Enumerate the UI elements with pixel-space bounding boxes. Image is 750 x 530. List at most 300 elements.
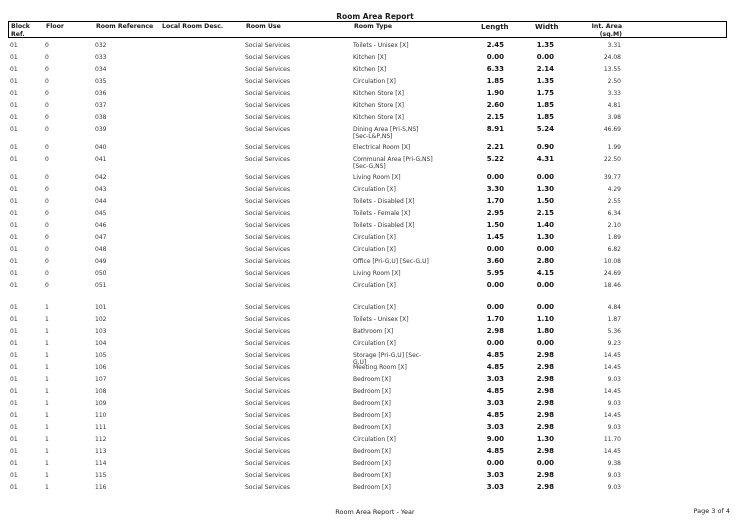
cell-room-use: Social Services: [245, 210, 290, 217]
cell-floor: 0: [45, 66, 49, 73]
cell-room-use: Social Services: [245, 412, 290, 419]
cell-length: 4.85: [486, 351, 504, 359]
cell-area: 4.81: [607, 102, 621, 109]
cell-room-ref: 037: [95, 102, 107, 109]
cell-room-use: Social Services: [245, 258, 290, 265]
cell-room-ref: 040: [95, 144, 107, 151]
cell-room-use: Social Services: [245, 54, 290, 61]
cell-length: 3.03: [486, 399, 504, 407]
cell-room-type: Bedroom [X]: [353, 448, 391, 455]
table-row: [8, 447, 727, 459]
cell-floor: 0: [45, 42, 49, 49]
cell-block: 01: [10, 472, 18, 479]
cell-width: 4.15: [536, 269, 554, 277]
cell-block: 01: [10, 388, 18, 395]
cell-room-use: Social Services: [245, 174, 290, 181]
cell-area: 2.50: [607, 78, 621, 85]
cell-block: 01: [10, 156, 18, 163]
cell-block: 01: [10, 448, 18, 455]
table-row: [8, 363, 727, 375]
table-row: [8, 459, 727, 471]
cell-length: 3.60: [486, 257, 504, 265]
cell-length: 6.33: [486, 65, 504, 73]
cell-block: 01: [10, 114, 18, 121]
cell-length: 3.03: [486, 471, 504, 479]
cell-room-ref: 108: [95, 388, 107, 395]
table-row: [8, 221, 727, 233]
cell-block: 01: [10, 90, 18, 97]
cell-room-use: Social Services: [245, 246, 290, 253]
cell-floor: 1: [45, 412, 49, 419]
cell-block: 01: [10, 66, 18, 73]
cell-area: 13.55: [603, 66, 621, 73]
cell-floor: 1: [45, 304, 49, 311]
cell-floor: 0: [45, 90, 49, 97]
cell-floor: 0: [45, 114, 49, 121]
cell-room-ref: 106: [95, 364, 107, 371]
cell-block: 01: [10, 210, 18, 217]
cell-length: 0.00: [486, 173, 504, 181]
cell-room-type: Living Room [X]: [353, 270, 401, 277]
cell-width: 0.00: [536, 53, 554, 61]
cell-block: 01: [10, 222, 18, 229]
cell-block: 01: [10, 340, 18, 347]
cell-room-type: Circulation [X]: [353, 186, 396, 193]
cell-width: 1.30: [536, 435, 554, 443]
cell-floor: 1: [45, 424, 49, 431]
cell-room-type: Kitchen Store [X]: [353, 114, 405, 121]
cell-room-type: Bedroom [X]: [353, 400, 391, 407]
cell-area: 9.23: [607, 340, 621, 347]
column-header-local-room-desc: Local Room Desc.: [162, 23, 224, 30]
cell-area: 10.08: [603, 258, 621, 265]
cell-room-ref: 043: [95, 186, 107, 193]
cell-length: 1.70: [486, 197, 504, 205]
cell-room-ref: 036: [95, 90, 107, 97]
table-row: [8, 375, 727, 387]
cell-block: 01: [10, 234, 18, 241]
cell-floor: 1: [45, 376, 49, 383]
cell-width: 1.30: [536, 233, 554, 241]
cell-room-ref: 046: [95, 222, 107, 229]
cell-room-type: Circulation [X]: [353, 246, 396, 253]
table-row: [8, 143, 727, 155]
cell-width: 1.80: [536, 327, 554, 335]
cell-room-use: Social Services: [245, 270, 290, 277]
cell-room-use: Social Services: [245, 156, 290, 163]
cell-floor: 0: [45, 126, 49, 133]
cell-room-type: Storage [Pri-G,U] [Sec-G,U]: [353, 352, 422, 366]
cell-room-use: Social Services: [245, 424, 290, 431]
table-row: [8, 125, 727, 143]
cell-room-ref: 115: [95, 472, 107, 479]
cell-floor: 0: [45, 222, 49, 229]
cell-room-ref: 049: [95, 258, 107, 265]
cell-room-use: Social Services: [245, 304, 290, 311]
cell-area: 24.08: [603, 54, 621, 61]
table-row: [8, 173, 727, 185]
table-row: [8, 41, 727, 53]
cell-block: 01: [10, 144, 18, 151]
cell-block: 01: [10, 316, 18, 323]
cell-width: 1.85: [536, 101, 554, 109]
table-row: [8, 281, 727, 293]
cell-block: 01: [10, 460, 18, 467]
table-row: [8, 101, 727, 113]
cell-length: 0.00: [486, 245, 504, 253]
cell-room-ref: 103: [95, 328, 107, 335]
cell-floor: 0: [45, 258, 49, 265]
cell-room-ref: 044: [95, 198, 107, 205]
cell-width: 0.00: [536, 281, 554, 289]
cell-room-type: Electrical Room [X]: [353, 144, 411, 151]
cell-area: 6.34: [607, 210, 621, 217]
cell-area: 22.50: [603, 156, 621, 163]
table-row: [8, 387, 727, 399]
cell-room-ref: 116: [95, 484, 107, 491]
cell-width: 5.24: [536, 125, 554, 133]
column-header-room-reference: Room Reference: [96, 23, 154, 30]
cell-length: 5.22: [486, 155, 504, 163]
cell-floor: 1: [45, 448, 49, 455]
cell-length: 1.90: [486, 89, 504, 97]
cell-room-use: Social Services: [245, 78, 290, 85]
cell-room-ref: 032: [95, 42, 107, 49]
cell-width: 1.30: [536, 185, 554, 193]
cell-room-type: Circulation [X]: [353, 78, 396, 85]
cell-area: 4.84: [607, 304, 621, 311]
table-row: [8, 339, 727, 351]
cell-length: 4.85: [486, 411, 504, 419]
page-number: Page 3 of 4: [693, 507, 730, 515]
cell-area: 1.89: [607, 234, 621, 241]
cell-room-use: Social Services: [245, 66, 290, 73]
cell-room-type: Toilets - Unisex [X]: [353, 42, 409, 49]
cell-room-ref: 047: [95, 234, 107, 241]
cell-block: 01: [10, 198, 18, 205]
cell-area: 11.70: [603, 436, 621, 443]
cell-floor: 1: [45, 388, 49, 395]
cell-block: 01: [10, 364, 18, 371]
table-row: [8, 399, 727, 411]
cell-width: 2.80: [536, 257, 554, 265]
column-header-room-type: Room Type: [354, 23, 393, 30]
cell-area: 9.03: [607, 400, 621, 407]
cell-floor: 1: [45, 400, 49, 407]
table-row: [8, 113, 727, 125]
table-row: [8, 209, 727, 221]
cell-width: 1.75: [536, 89, 554, 97]
cell-floor: 0: [45, 246, 49, 253]
cell-room-type: Kitchen Store [X]: [353, 90, 405, 97]
cell-room-ref: 104: [95, 340, 107, 347]
cell-floor: 0: [45, 102, 49, 109]
cell-width: 1.50: [536, 197, 554, 205]
cell-width: 0.00: [536, 245, 554, 253]
cell-room-ref: 045: [95, 210, 107, 217]
cell-width: 1.35: [536, 41, 554, 49]
cell-area: 2.55: [607, 198, 621, 205]
cell-area: 18.46: [603, 282, 621, 289]
cell-length: 3.03: [486, 483, 504, 491]
cell-room-use: Social Services: [245, 282, 290, 289]
cell-area: 3.98: [607, 114, 621, 121]
cell-area: 4.29: [607, 186, 621, 193]
cell-room-ref: 038: [95, 114, 107, 121]
cell-block: 01: [10, 42, 18, 49]
table-row: [8, 53, 727, 65]
cell-block: 01: [10, 484, 18, 491]
cell-area: 39.77: [603, 174, 621, 181]
cell-room-use: Social Services: [245, 448, 290, 455]
cell-block: 01: [10, 126, 18, 133]
cell-room-use: Social Services: [245, 436, 290, 443]
cell-room-use: Social Services: [245, 186, 290, 193]
cell-room-ref: 048: [95, 246, 107, 253]
cell-room-type: Communal Area [Pri-G,NS] [Sec-G,NS]: [353, 156, 433, 170]
cell-length: 0.00: [486, 53, 504, 61]
cell-room-ref: 051: [95, 282, 107, 289]
cell-width: 2.14: [536, 65, 554, 73]
cell-floor: 1: [45, 316, 49, 323]
cell-floor: 0: [45, 174, 49, 181]
cell-room-type: Kitchen [X]: [353, 54, 387, 61]
cell-length: 0.00: [486, 303, 504, 311]
column-header-width: Width: [535, 23, 559, 31]
cell-room-ref: 039: [95, 126, 107, 133]
cell-width: 1.35: [536, 77, 554, 85]
cell-floor: 1: [45, 436, 49, 443]
table-row: [8, 65, 727, 77]
cell-room-type: Circulation [X]: [353, 304, 396, 311]
cell-room-use: Social Services: [245, 126, 290, 133]
cell-width: 4.31: [536, 155, 554, 163]
cell-room-type: Kitchen Store [X]: [353, 102, 405, 109]
table-row: [8, 435, 727, 447]
cell-length: 9.00: [486, 435, 504, 443]
cell-length: 4.85: [486, 387, 504, 395]
column-header-int-area: Int. Area (sq.M): [591, 23, 622, 38]
cell-width: 2.98: [536, 375, 554, 383]
cell-floor: 0: [45, 156, 49, 163]
cell-area: 14.45: [603, 448, 621, 455]
cell-width: 2.98: [536, 399, 554, 407]
cell-room-ref: 050: [95, 270, 107, 277]
cell-room-ref: 113: [95, 448, 107, 455]
table-row: [8, 197, 727, 209]
cell-floor: 0: [45, 198, 49, 205]
cell-length: 1.70: [486, 315, 504, 323]
cell-length: 2.95: [486, 209, 504, 217]
cell-width: 2.98: [536, 411, 554, 419]
cell-block: 01: [10, 328, 18, 335]
cell-length: 5.95: [486, 269, 504, 277]
cell-block: 01: [10, 282, 18, 289]
cell-room-ref: 110: [95, 412, 107, 419]
cell-block: 01: [10, 352, 18, 359]
cell-floor: 0: [45, 78, 49, 85]
cell-room-use: Social Services: [245, 388, 290, 395]
cell-room-use: Social Services: [245, 144, 290, 151]
cell-room-type: Circulation [X]: [353, 282, 396, 289]
cell-block: 01: [10, 424, 18, 431]
cell-width: 0.00: [536, 339, 554, 347]
cell-room-use: Social Services: [245, 90, 290, 97]
cell-area: 1.99: [607, 144, 621, 151]
cell-room-use: Social Services: [245, 328, 290, 335]
cell-room-ref: 102: [95, 316, 107, 323]
table-row: [8, 471, 727, 483]
cell-room-type: Kitchen [X]: [353, 66, 387, 73]
cell-width: 2.98: [536, 363, 554, 371]
cell-room-ref: 033: [95, 54, 107, 61]
table-row: [8, 411, 727, 423]
cell-room-use: Social Services: [245, 340, 290, 347]
cell-room-ref: 114: [95, 460, 107, 467]
column-header-length: Length: [481, 23, 509, 31]
cell-room-type: Bedroom [X]: [353, 412, 391, 419]
cell-length: 0.00: [486, 281, 504, 289]
cell-area: 14.45: [603, 364, 621, 371]
cell-area: 5.36: [607, 328, 621, 335]
table-row: [8, 483, 727, 495]
cell-room-use: Social Services: [245, 42, 290, 49]
cell-length: 4.85: [486, 363, 504, 371]
cell-width: 0.90: [536, 143, 554, 151]
cell-floor: 1: [45, 364, 49, 371]
cell-room-type: Bedroom [X]: [353, 376, 391, 383]
cell-room-use: Social Services: [245, 364, 290, 371]
cell-length: 1.85: [486, 77, 504, 85]
cell-length: 2.98: [486, 327, 504, 335]
cell-room-type: Bathroom [X]: [353, 328, 394, 335]
cell-room-ref: 034: [95, 66, 107, 73]
cell-floor: 0: [45, 186, 49, 193]
cell-length: 1.45: [486, 233, 504, 241]
cell-length: 8.91: [486, 125, 504, 133]
cell-length: 2.60: [486, 101, 504, 109]
cell-width: 2.98: [536, 351, 554, 359]
table-row: [8, 423, 727, 435]
cell-block: 01: [10, 270, 18, 277]
cell-room-type: Dining Area [Pri-S,NS] [Sec-L&P,NS]: [353, 126, 419, 140]
cell-length: 3.03: [486, 375, 504, 383]
cell-room-use: Social Services: [245, 316, 290, 323]
cell-room-ref: 041: [95, 156, 107, 163]
cell-width: 1.40: [536, 221, 554, 229]
cell-block: 01: [10, 400, 18, 407]
table-row: [8, 351, 727, 366]
cell-room-use: Social Services: [245, 484, 290, 491]
table-row: [8, 303, 727, 315]
column-header-floor: Floor: [46, 23, 64, 30]
cell-block: 01: [10, 258, 18, 265]
cell-room-ref: 035: [95, 78, 107, 85]
table-row: [8, 233, 727, 245]
cell-room-type: Toilets - Disabled [X]: [353, 222, 415, 229]
cell-room-type: Toilets - Disabled [X]: [353, 198, 415, 205]
cell-block: 01: [10, 376, 18, 383]
cell-area: 14.45: [603, 388, 621, 395]
report-footer: Room Area Report - Year: [335, 508, 415, 516]
cell-area: 24.69: [603, 270, 621, 277]
cell-block: 01: [10, 436, 18, 443]
cell-area: 3.31: [607, 42, 621, 49]
cell-width: 1.85: [536, 113, 554, 121]
cell-width: 2.98: [536, 423, 554, 431]
cell-room-ref: 111: [95, 424, 107, 431]
cell-room-type: Meeting Room [X]: [353, 364, 407, 371]
cell-floor: 1: [45, 340, 49, 347]
cell-room-type: Living Room [X]: [353, 174, 401, 181]
cell-room-use: Social Services: [245, 102, 290, 109]
cell-room-type: Circulation [X]: [353, 436, 396, 443]
cell-length: 3.03: [486, 423, 504, 431]
cell-width: 2.98: [536, 387, 554, 395]
column-header-block: Block Ref.: [11, 23, 30, 38]
cell-room-type: Bedroom [X]: [353, 388, 391, 395]
cell-room-type: Office [Pri-G,U] [Sec-G,U]: [353, 258, 429, 265]
cell-room-type: Toilets - Unisex [X]: [353, 316, 409, 323]
cell-block: 01: [10, 102, 18, 109]
cell-area: 9.03: [607, 472, 621, 479]
cell-room-use: Social Services: [245, 198, 290, 205]
cell-floor: 0: [45, 210, 49, 217]
cell-room-ref: 105: [95, 352, 107, 359]
table-row: [8, 315, 727, 327]
cell-area: 9.03: [607, 424, 621, 431]
cell-length: 1.50: [486, 221, 504, 229]
table-row: [8, 257, 727, 269]
cell-length: 4.85: [486, 447, 504, 455]
cell-room-ref: 101: [95, 304, 107, 311]
cell-room-type: Bedroom [X]: [353, 484, 391, 491]
table-header: [8, 21, 727, 38]
table-row: [8, 77, 727, 89]
table-row: [8, 185, 727, 197]
cell-width: 0.00: [536, 173, 554, 181]
cell-area: 3.33: [607, 90, 621, 97]
cell-width: 2.98: [536, 471, 554, 479]
cell-floor: 1: [45, 328, 49, 335]
cell-room-ref: 112: [95, 436, 107, 443]
cell-room-use: Social Services: [245, 114, 290, 121]
cell-block: 01: [10, 174, 18, 181]
cell-area: 6.82: [607, 246, 621, 253]
cell-room-ref: 042: [95, 174, 107, 181]
cell-room-type: Circulation [X]: [353, 234, 396, 241]
cell-floor: 0: [45, 144, 49, 151]
cell-block: 01: [10, 78, 18, 85]
cell-block: 01: [10, 186, 18, 193]
cell-room-use: Social Services: [245, 376, 290, 383]
cell-room-use: Social Services: [245, 352, 290, 359]
cell-room-type: Circulation [X]: [353, 340, 396, 347]
cell-width: 2.98: [536, 447, 554, 455]
cell-width: 0.00: [536, 459, 554, 467]
table-row: [8, 245, 727, 257]
cell-area: 9.03: [607, 376, 621, 383]
cell-block: 01: [10, 54, 18, 61]
cell-room-ref: 109: [95, 400, 107, 407]
cell-width: 2.98: [536, 483, 554, 491]
cell-length: 2.21: [486, 143, 504, 151]
cell-room-type: Bedroom [X]: [353, 472, 391, 479]
cell-area: 9.38: [607, 460, 621, 467]
table-row: [8, 327, 727, 339]
cell-area: 1.87: [607, 316, 621, 323]
report-title: Room Area Report: [336, 12, 414, 21]
